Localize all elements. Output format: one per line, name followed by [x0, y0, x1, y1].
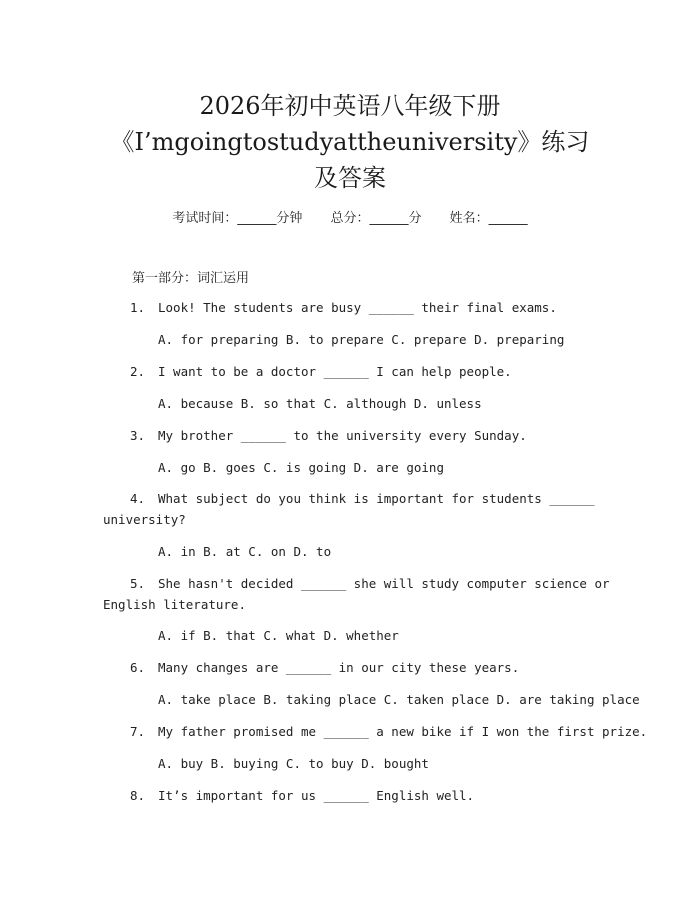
question-text: What subject do you think is important for students ______ [158, 491, 595, 506]
question-5 [130, 576, 610, 591]
document-title-line-3: 及答案 [314, 164, 386, 192]
question-1 [130, 300, 557, 315]
section-title: 第一部分：词汇运用 [132, 271, 250, 286]
question-4 [130, 491, 595, 506]
question-3 [130, 428, 527, 443]
question-number: 2. [130, 364, 146, 379]
document-title-line-2: 《I’mgoingtostudyattheuniversity》练习 [110, 128, 590, 156]
exam-time: 考试时间：______分钟 [172, 211, 303, 226]
question-text: Look! The students are busy ______ their final exams. [158, 300, 557, 315]
question-text: She hasn't decided ______ she will study computer science or [158, 576, 610, 591]
question-text: It’s important for us ______ English well. [158, 788, 475, 803]
question-6-options: A. take place B. taking place C. taken place D. are taking place [158, 692, 640, 707]
question-2 [130, 364, 512, 379]
question-6 [130, 660, 519, 675]
question-text: I want to be a doctor ______ I can help people. [158, 364, 512, 379]
question-7 [130, 724, 647, 739]
question-8 [130, 788, 474, 803]
question-number: 3. [130, 428, 146, 443]
question-number: 8. [130, 788, 146, 803]
document-title-line-1: 2026年初中英语八年级下册 [199, 92, 501, 120]
question-3-options: A. go B. goes C. is going D. are going [158, 460, 444, 475]
question-number: 1. [130, 300, 146, 315]
question-4-options: A. in B. at C. on D. to [158, 544, 332, 559]
question-4-continuation: university? [103, 512, 186, 527]
question-number: 6. [130, 660, 146, 675]
question-text: My father promised me ______ a new bike if I won the first prize. [158, 724, 648, 739]
question-1-options: A. for preparing B. to prepare C. prepare D. preparing [158, 332, 565, 347]
question-2-options: A. because B. so that C. although D. unless [158, 396, 482, 411]
question-7-options: A. buy B. buying C. to buy D. bought [158, 756, 429, 771]
question-text: Many changes are ______ in our city these years. [158, 660, 520, 675]
question-number: 7. [130, 724, 146, 739]
question-5-continuation: English literature. [103, 597, 246, 612]
question-number: 4. [130, 491, 146, 506]
exam-meta [0, 207, 700, 226]
question-number: 5. [130, 576, 146, 591]
question-text: My brother ______ to the university every Sunday. [158, 428, 527, 443]
question-5-options: A. if B. that C. what D. whether [158, 628, 399, 643]
student-name: 姓名：______ [449, 211, 528, 226]
exam-total-score: 总分：______分 [330, 211, 422, 226]
